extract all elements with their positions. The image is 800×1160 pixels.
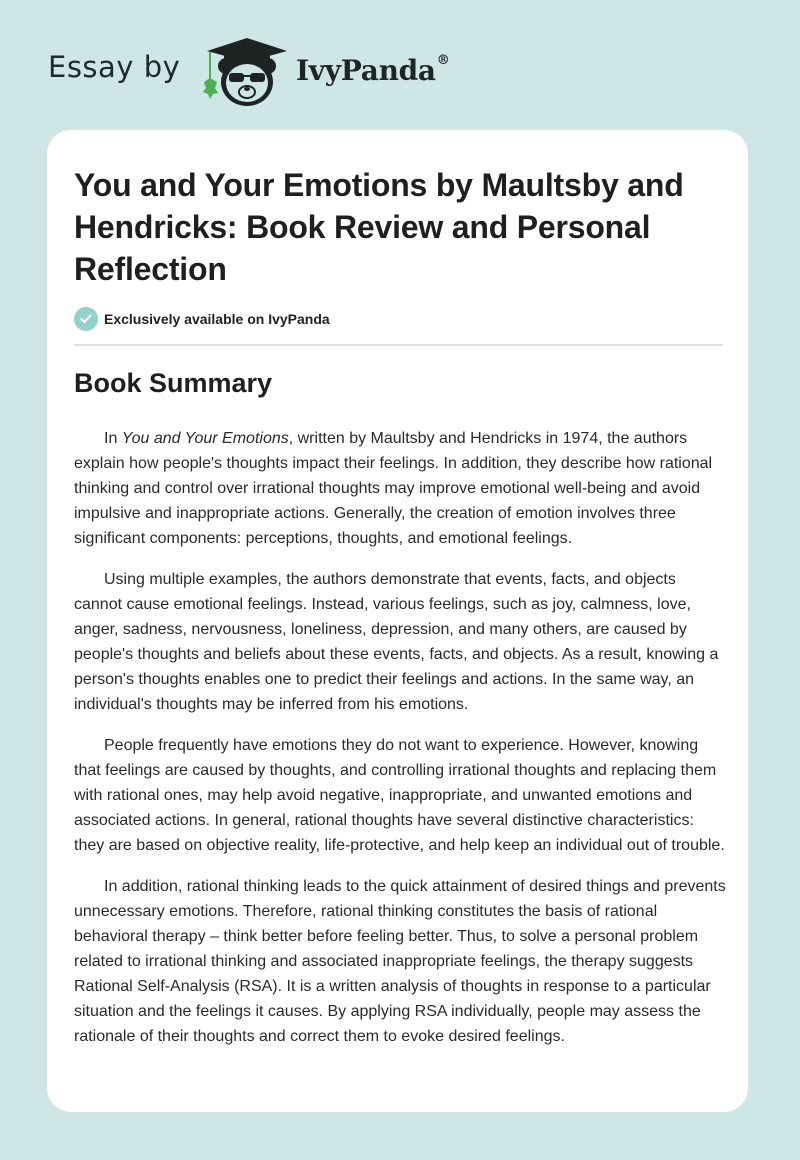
paragraph: In addition, rational thinking leads to the quick attainment of desired things and prevents unnecessary emotions. Therefore, rational thinking constitutes the basis of rational behavioral therapy – think better before feeling better. Thus, to solve a personal problem related to irrational thinking and associated inappropriate feelings, the therapy suggests Rational Self-Analysis (RSA). It is a written analysis of thoughts in response to a particular situation and the feelings it causes. By applying RSA individually, people may assess the rationale of their thoughts and correct them to evoke desired feelings. [74, 878, 726, 1045]
paragraph: Using multiple examples, the authors demonstrate that events, facts, and objects cannot cause emotional feelings. Instead, various feelings, such as joy, calmness, love, anger, sadness, nervousness, loneliness, depression, and many others, are caused by people's thoughts and beliefs about these events, facts, and objects. As a result, knowing a person's thoughts enables one to predict their feelings and actions. In the same way, an individual's thoughts may be inferred from his emotions. [74, 571, 719, 713]
book-title-italic: You and Your Emotions [121, 430, 289, 447]
essay-card [47, 130, 748, 1112]
registered-mark: ® [436, 52, 450, 68]
section-heading: Book Summary [74, 368, 273, 398]
paragraph: People frequently have emotions they do not want to experience. However, knowing that feelings are caused by thoughts, and controlling irrational thoughts and replacing them with rational ones, may help avoid negative, inappropriate, and unwanted emotions and associated actions. In general, rational thoughts have several distinctive characteristics: they are based on objective reality, life-protective, and help keep an individual out of trouble. [74, 737, 725, 854]
check-circle-icon [74, 307, 98, 331]
site-header [0, 0, 800, 130]
brand-text: IvyPanda [296, 54, 436, 87]
article-body [74, 426, 726, 1065]
exclusive-badge [74, 307, 330, 331]
panda-graduation-cap-icon[interactable] [202, 36, 292, 108]
exclusive-label: Exclusively available on IvyPanda [104, 311, 330, 327]
paragraph-text: In [104, 430, 122, 447]
page-title: You and Your Emotions by Maultsby and Hendricks: Book Review and Personal Reflection [74, 167, 684, 287]
essay-by-label: Essay by [48, 50, 181, 84]
paragraph [74, 426, 726, 551]
paragraph-text: , written by Maultsby and Hendricks in 1974, the authors explain how people's thoughts impact their feelings. In addition, they describe how rational thinking and control over irrational thoughts may improve emotional well-being and avoid impulsive and inappropriate actions. Generally, the creation of emotion involves three significant components: perceptions, thoughts, and emotional feelings. [74, 430, 713, 547]
divider [74, 344, 723, 346]
brand-name[interactable] [296, 54, 449, 87]
